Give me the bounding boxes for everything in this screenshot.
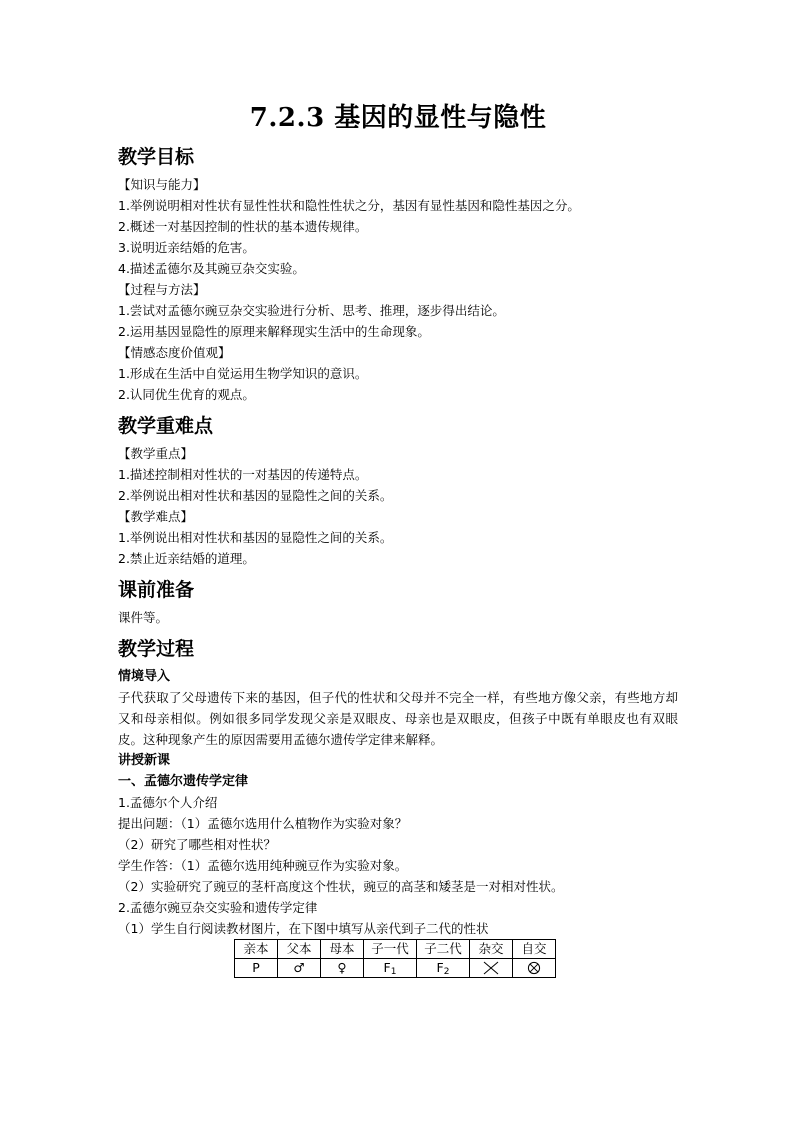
header-cell-self: 自交 [513, 940, 556, 959]
knowledge-item: 1.举例说明相对性状有显性性状和隐性性状之分，基因有显性基因和隐性基因之分。 [118, 198, 580, 213]
header-cell-parent: 亲本 [235, 940, 278, 959]
lesson-line: 2.孟德尔豌豆杂交实验和遗传学定律 [118, 900, 318, 915]
section-heading-goals: 教学目标 [118, 146, 195, 168]
lesson-line: （1）学生自行阅读教材图片，在下图中填写从亲代到子二代的性状 [118, 921, 489, 936]
header-cell-father: 父本 [278, 940, 321, 959]
process-item: 2.运用基因显隐性的原理来解释现实生活中的生命现象。 [118, 324, 430, 339]
attitude-item: 1.形成在生活中自觉运用生物学知识的意识。 [118, 366, 368, 381]
process-label: 【过程与方法】 [118, 282, 206, 297]
difficulty-label: 【教学难点】 [118, 509, 194, 524]
genetics-symbol-table [234, 939, 556, 978]
focus-item: 1.描述控制相对性状的一对基因的传递特点。 [118, 467, 368, 482]
difficulty-item: 1.举例说出相对性状和基因的显隐性之间的关系。 [118, 530, 393, 545]
symbol-f2 [417, 959, 470, 978]
symbol-self [513, 959, 556, 978]
section-heading-key-points: 教学重难点 [118, 415, 214, 437]
knowledge-item: 2.概述一对基因控制的性状的基本遗传规律。 [118, 219, 368, 234]
lesson-line: （2）实验研究了豌豆的茎杆高度这个性状，豌豆的高茎和矮茎是一对相对性状。 [118, 879, 564, 894]
lesson-line: 提出问题：（1）孟德尔选用什么植物作为实验对象？ [118, 816, 408, 831]
new-lesson-heading: 讲授新课 [118, 753, 171, 768]
document-title: 7.2.3 基因的显性与隐性 [249, 103, 547, 133]
symbol-f1-sub: 1 [390, 967, 397, 977]
lesson-line: （2）研究了哪些相对性状？ [118, 837, 276, 852]
attitude-label: 【情感态度价值观】 [118, 345, 231, 360]
header-cell-f2: 子二代 [417, 940, 470, 959]
header-cell-f1: 子一代 [364, 940, 417, 959]
table-header-row [235, 940, 556, 959]
difficulty-item: 2.禁止近亲结婚的道理。 [118, 551, 255, 566]
preparation-text: 课件等。 [118, 610, 169, 625]
section-heading-preparation: 课前准备 [118, 579, 195, 601]
header-cell-mother: 母本 [321, 940, 364, 959]
header-cell-cross: 杂交 [470, 940, 513, 959]
lesson-line: 学生作答：（1）孟德尔选用纯种豌豆作为实验对象。 [118, 858, 408, 873]
intro-heading: 情境导入 [118, 669, 171, 684]
symbol-female: ♀ [321, 959, 364, 978]
lesson-line: 1.孟德尔个人介绍 [118, 795, 218, 810]
symbol-f2-sub: 2 [443, 967, 450, 977]
part1-heading: 一、孟德尔遗传学定律 [118, 774, 249, 789]
knowledge-label: 【知识与能力】 [118, 177, 206, 192]
section-heading-process: 教学过程 [118, 638, 195, 660]
symbol-f2-base: F [436, 960, 444, 975]
symbol-cross [470, 959, 513, 978]
circled-x-icon [527, 961, 541, 975]
attitude-item: 2.认同优生优育的观点。 [118, 387, 255, 402]
focus-item: 2.举例说出相对性状和基因的显隐性之间的关系。 [118, 488, 393, 503]
focus-label: 【教学重点】 [118, 446, 194, 461]
process-item: 1.尝试对孟德尔豌豆杂交实验进行分析、思考、推理，逐步得出结论。 [118, 303, 505, 318]
symbol-f1 [364, 959, 417, 978]
intro-paragraph: 子代获取了父母遗传下来的基因，但子代的性状和父母并不完全一样，有些地方像父亲，有些地方却又和母亲相似。例如很多同学发现父亲是双眼皮、母亲也是双眼皮，但孩子中既有单眼皮也有双眼皮。这种现象产生的原因需要用孟德尔遗传学定律来解释。 [118, 690, 678, 747]
cross-x-icon [482, 961, 500, 975]
symbol-male: ♂ [278, 959, 321, 978]
knowledge-item: 4.描述孟德尔及其豌豆杂交实验。 [118, 261, 305, 276]
knowledge-item: 3.说明近亲结婚的危害。 [118, 240, 255, 255]
table-symbol-row [235, 959, 556, 978]
document-content [118, 98, 678, 978]
symbol-f1-base: F [383, 960, 391, 975]
symbol-parent: P [235, 959, 278, 978]
